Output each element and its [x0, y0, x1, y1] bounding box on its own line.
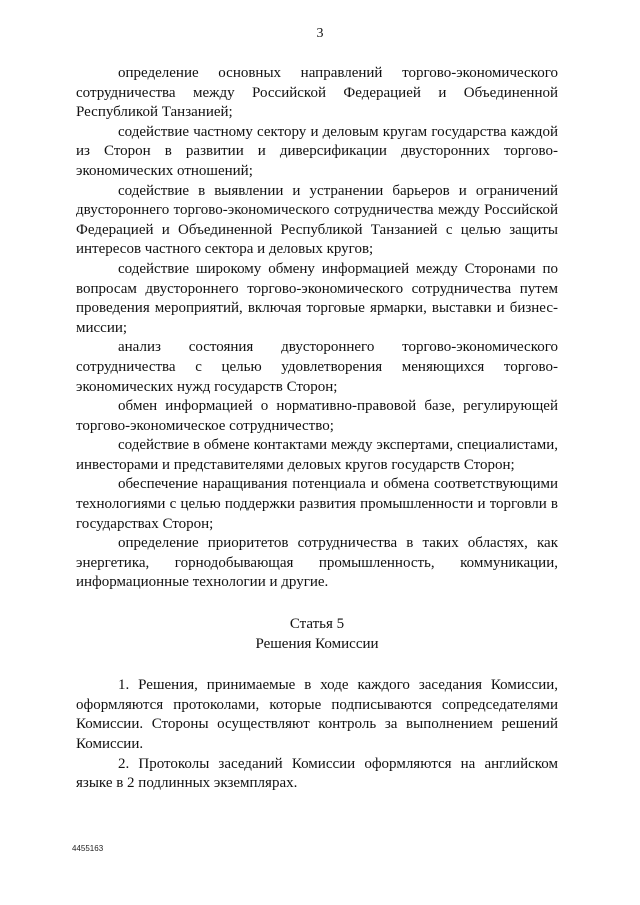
article-paragraph: 2. Протоколы заседаний Комиссии оформляются на английском языке в 2 подлинных экземплярах. — [76, 755, 558, 792]
list-item: обеспечение наращивания потенциала и обмена соответствующими технологиями с целью поддержки развития промышленности и торговли в государствах Сторон; — [76, 476, 558, 532]
list-item: определение основных направлений торгово-экономического сотрудничества между Российской Федерацией и Объединенной Республикой Танзанией; — [76, 65, 558, 121]
article-paragraph: 1. Решения, принимаемые в ходе каждого заседания Комиссии, оформляются протоколами, которые подписываются сопредседателями Комиссии. Стороны осуществляют контроль за выполнением решений Комиссии. — [76, 677, 558, 752]
article-title: Решения Комиссии — [255, 635, 379, 652]
document-body — [76, 64, 558, 794]
list-item: содействие широкому обмену информацией между Сторонами по вопросам двустороннего торгово-экономического сотрудничества путем проведения мероприятий, включая торговые ярмарки, выставки и бизнес-миссии; — [76, 260, 558, 336]
list-item: определение приоритетов сотрудничества в таких областях, как энергетика, горнодобывающая промышленность, коммуникации, информационные технологии и другие. — [76, 535, 558, 591]
list-item: анализ состояния двустороннего торгово-экономического сотрудничества с целью удовлетворения меняющихся торгово-экономических нужд государств Сторон; — [76, 339, 558, 395]
list-item: обмен информацией о нормативно-правовой базе, регулирующей торгово-экономическое сотрудничество; — [76, 398, 558, 434]
list-item: содействие в обмене контактами между экспертами, специалистами, инвесторами и представителями деловых кругов государств Сторон; — [76, 437, 558, 473]
article-heading: Статья 5 — [289, 616, 345, 633]
document-code: 4455163 — [72, 844, 104, 853]
list-item: содействие частному сектору и деловым кругам государства каждой из Сторон в развитии и диверсификации двусторонних торгово-экономических отношений; — [76, 123, 558, 179]
page-number: 3 — [316, 26, 324, 41]
list-item: содействие в выявлении и устранении барьеров и ограничений двустороннего торгово-экономического сотрудничества между Российской Федерацией и Объединенной Республикой Танзанией с целью защиты интересов частного сектора и деловых кругов; — [76, 182, 558, 258]
